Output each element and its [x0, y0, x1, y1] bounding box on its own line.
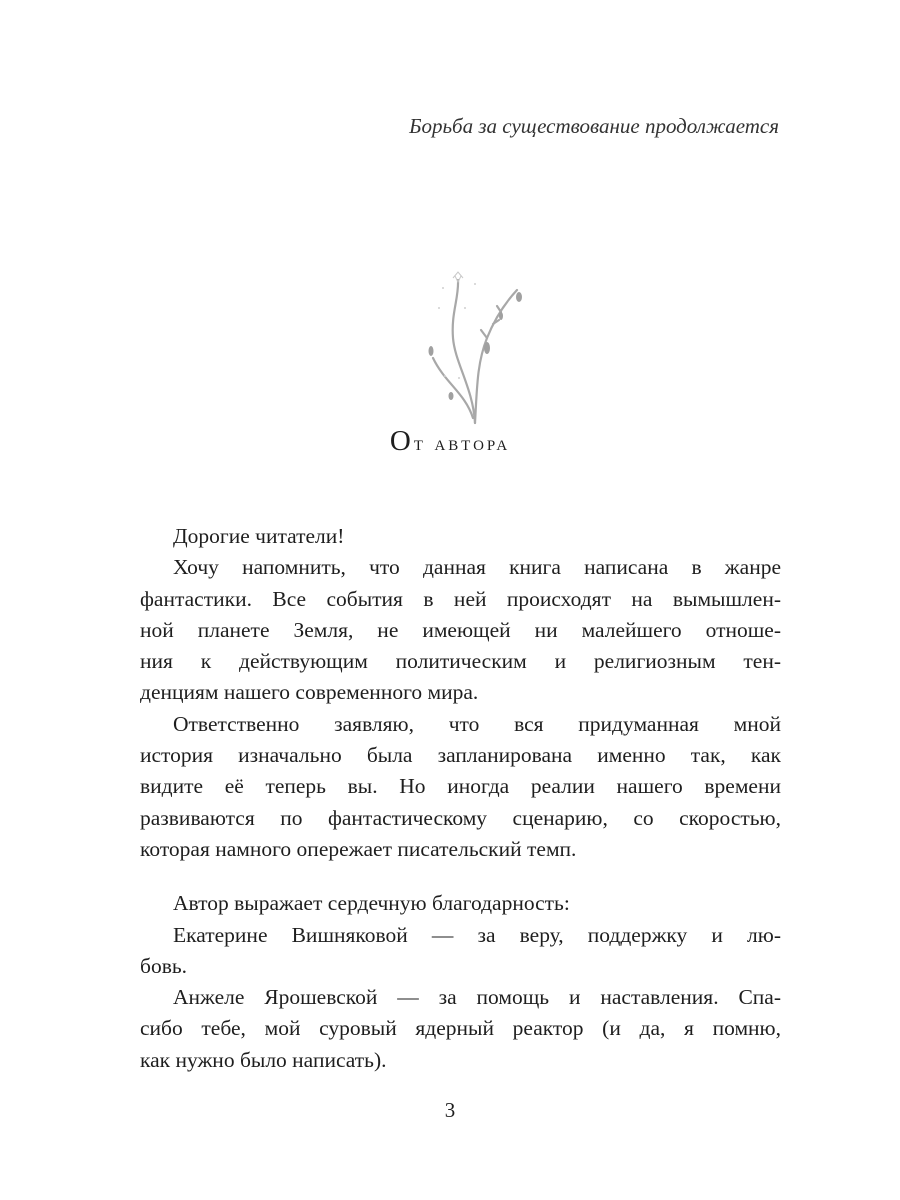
- text-line: развиваются по фантастическому сценарию, со скоростью,: [140, 805, 781, 830]
- text-line: видите её теперь вы. Но иногда реалии нашего времени: [140, 774, 781, 799]
- text-line: Анжеле Ярошевской — за помощь и наставления. Спа-: [173, 985, 781, 1010]
- text-line: денциям нашего современного мира.: [140, 680, 479, 705]
- paragraph: [140, 521, 781, 552]
- text-line: фантастики. Все события в ней происходят на вымышлен-: [140, 586, 781, 611]
- title-initial: О: [389, 425, 414, 457]
- paragraph: [140, 920, 781, 983]
- text-line: Дорогие читатели!: [173, 524, 345, 548]
- text-line: ной планете Земля, не имеющей ни малейшего отноше-: [140, 617, 781, 642]
- body-text: [140, 521, 781, 1076]
- text-line: Екатерине Вишняковой — за веру, поддержку и лю-: [173, 922, 781, 947]
- paragraph: [140, 709, 781, 865]
- text-line: сибо тебе, мой суровый ядерный реактор (и да, я помню,: [140, 1016, 781, 1041]
- paragraph: [140, 888, 781, 919]
- plant-ornament-icon: [415, 268, 525, 428]
- section-title: [0, 425, 900, 458]
- title-rest: т автора: [413, 430, 511, 455]
- text-line: история изначально была запланирована именно так, как: [140, 743, 781, 768]
- paragraph: [140, 552, 781, 708]
- text-line: Автор выражает сердечную благодарность:: [173, 891, 570, 916]
- text-line: которая намного опережает писательский темп.: [140, 836, 577, 861]
- text-line: Ответственно заявляю, что вся придуманная мной: [173, 711, 781, 736]
- page-number: 3: [444, 1098, 456, 1122]
- text-line: ния к действующим политическим и религиозным тен-: [140, 649, 781, 674]
- text-line: Хочу напомнить, что данная книга написана в жанре: [173, 555, 781, 580]
- running-head: Борьба за существование продолжается: [409, 114, 779, 138]
- text-line: как нужно было написать).: [140, 1047, 387, 1072]
- text-line: бовь.: [140, 953, 188, 978]
- paragraph: [140, 982, 781, 1076]
